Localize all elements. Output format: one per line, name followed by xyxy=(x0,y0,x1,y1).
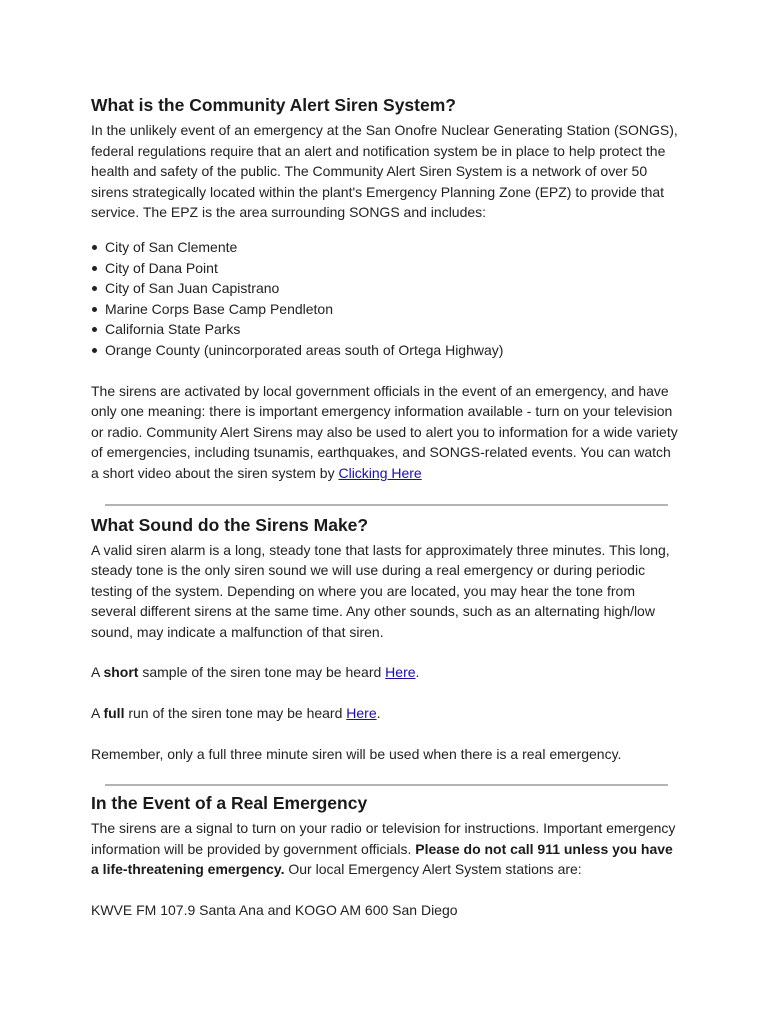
list-item: City of San Clemente xyxy=(105,237,682,258)
full-bold: full xyxy=(103,705,125,722)
short-sample-line xyxy=(91,662,682,683)
list-item: California State Parks xyxy=(105,319,682,340)
list-item: Orange County (unincorporated areas south of Ortega Highway) xyxy=(105,340,682,361)
short-bold: short xyxy=(103,664,139,681)
full-period: . xyxy=(376,705,381,722)
short-suffix: sample of the siren tone may be heard xyxy=(138,664,386,681)
activation-text: The sirens are activated by local government officials in the event of an emergency, and have only one meaning: there is important emergency information available - turn on your television or radio. Community Alert Sirens may also be used to alert you to information for a wide variety of emergencies, including tsunamis, earthquakes, and SONGS-related events. You can watch a short video about the siren system by xyxy=(91,382,678,481)
emergency-text-end: Our local Emergency Alert System stations are: xyxy=(284,861,582,878)
full-prefix: A xyxy=(91,705,104,722)
emergency-warning: Please do not call 911 unless you have a life-threatening emergency. xyxy=(91,840,673,878)
emergency-text-start: The sirens are a signal to turn on your radio or television for instructions. Important emergency information will be provided by government officials. xyxy=(91,820,676,857)
short-period: . xyxy=(415,664,420,681)
activation-paragraph xyxy=(91,381,682,484)
list-item: City of Dana Point xyxy=(105,258,682,279)
intro-paragraph: In the unlikely event of an emergency at the San Onofre Nuclear Generating Station (SONGS), federal regulations require that an alert and notification system be in place to help protect the health and safety of the public. The Community Alert Siren System is a network of over 50 sirens strategically located within the plant's Emergency Planning Zone (EPZ) to provide that service. The EPZ is the area surrounding SONGS and includes: xyxy=(91,122,678,221)
section-heading-siren-sound: What Sound do the Sirens Make? xyxy=(91,514,369,535)
full-run-link[interactable]: Here xyxy=(346,705,377,722)
list-item: Marine Corps Base Camp Pendleton xyxy=(105,299,682,320)
epz-area-list xyxy=(91,237,682,361)
short-sample-link[interactable]: Here xyxy=(385,664,416,681)
full-run-line xyxy=(91,703,682,724)
video-link[interactable]: Clicking Here xyxy=(338,464,422,481)
full-suffix: run of the siren tone may be heard xyxy=(124,705,347,722)
section-heading-real-emergency: In the Event of a Real Emergency xyxy=(91,793,368,814)
list-item: City of San Juan Capistrano xyxy=(105,278,682,299)
section-heading-siren-system: What is the Community Alert Siren System? xyxy=(91,95,456,115)
sound-description: A valid siren alarm is a long, steady tone that lasts for approximately three minutes. This long, steady tone is the only siren sound we will use during a real emergency or during periodic testing of the system. Depending on where you are located, you may hear the tone from several different sirens at the same time. Any other sounds, such as an alternating high/low sound, may indicate a malfunction of that siren. xyxy=(91,541,670,640)
reminder-text: Remember, only a full three minute siren will be used when there is a real emergency. xyxy=(91,745,622,762)
short-prefix: A xyxy=(91,664,104,681)
stations-text: KWVE FM 107.9 Santa Ana and KOGO AM 600 San Diego xyxy=(91,902,458,919)
emergency-paragraph xyxy=(91,818,682,880)
